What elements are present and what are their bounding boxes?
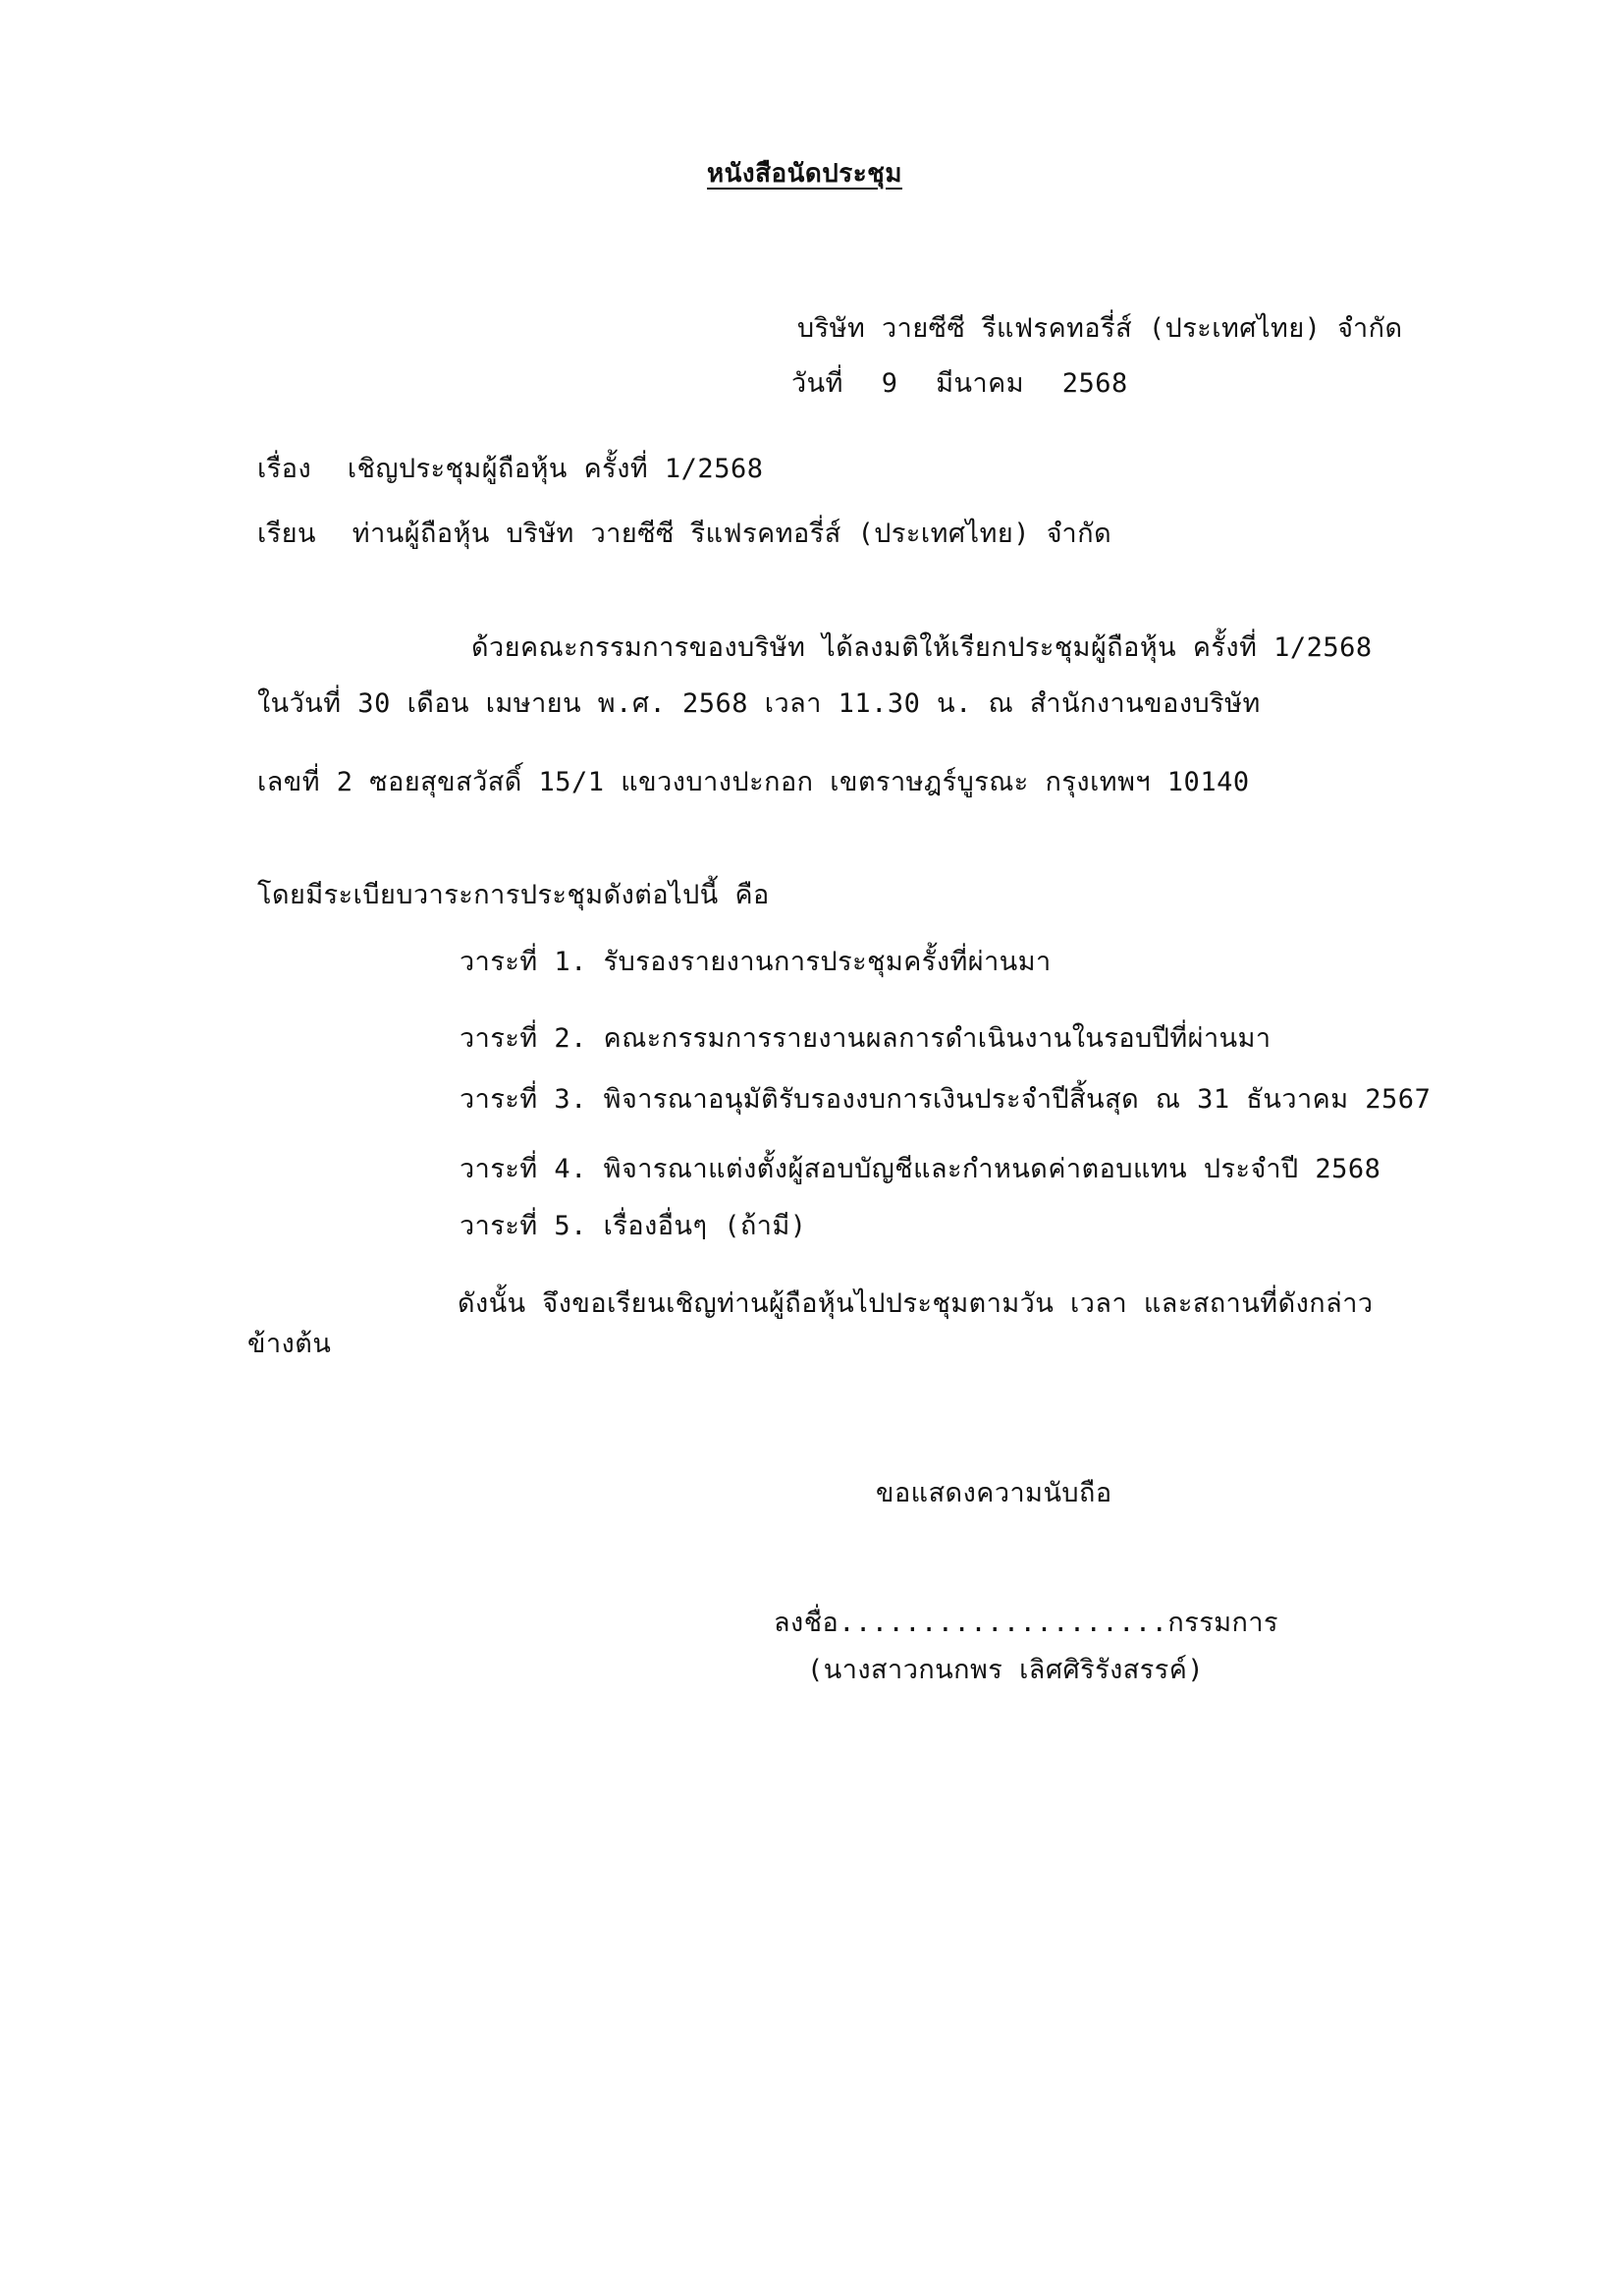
signatory-name: (นางสาวกนกพร เลิศศิริรังสรรค์) [807, 1655, 1205, 1685]
subject-line [257, 453, 763, 486]
recipient-label: เรียน [257, 519, 317, 549]
closing-line-2: ข้างต้น [247, 1329, 332, 1359]
subject-text: เชิญประชุมผู้ถือหุ้น ครั้งที่ 1/2568 [347, 454, 764, 484]
subject-label: เรื่อง [257, 454, 312, 484]
recipient-line [257, 518, 1111, 551]
agenda-item: วาระที่ 3. พิจารณาอนุมัติรับรองงบการเงินประจำปีสิ้นสุด ณ 31 ธันวาคม 2567 [460, 1084, 1432, 1115]
date-day: 9 [881, 368, 898, 399]
agenda-item: วาระที่ 4. พิจารณาแต่งตั้งผู้สอบบัญชีและกำหนดค่าตอบแทน ประจำปี 2568 [460, 1154, 1381, 1184]
recipient-text: ท่านผู้ถือหุ้น บริษัท วายซีซี รีแฟรคทอรี่ส์ (ประเทศไทย) จำกัด [352, 519, 1112, 549]
regards: ขอแสดงความนับถือ [876, 1478, 1112, 1508]
company-name: บริษัท วายซีซี รีแฟรคทอรี่ส์ (ประเทศไทย) จำกัด [797, 313, 1403, 344]
body-paragraph-line-2: ในวันที่ 30 เดือน เมษายน พ.ศ. 2568 เวลา 11.30 น. ณ สำนักงานของบริษัท [257, 688, 1261, 719]
body-paragraph-line-3: เลขที่ 2 ซอยสุขสวัสดิ์ 15/1 แขวงบางปะกอก เขตราษฎร์บูรณะ กรุงเทพฯ 10140 [257, 767, 1250, 797]
agenda-item: วาระที่ 1. รับรองรายงานการประชุมครั้งที่ผ่านมา [460, 947, 1052, 977]
document-date [791, 367, 1150, 401]
document-title: หนังสือนัดประชุม [707, 159, 902, 189]
closing-line-1: ดังนั้น จึงขอเรียนเชิญท่านผู้ถือหุ้นไปประชุมตามวัน เวลา และสถานที่ดังกล่าว [458, 1288, 1374, 1319]
agenda-item: วาระที่ 5. เรื่องอื่นๆ (ถ้ามี) [460, 1211, 807, 1241]
agenda-intro: โดยมีระเบียบวาระการประชุมดังต่อไปนี้ คือ [257, 880, 770, 910]
date-label: วันที่ [791, 368, 843, 399]
body-paragraph-line-1: ด้วยคณะกรรมการของบริษัท ได้ลงมติให้เรียกประชุมผู้ถือหุ้น ครั้งที่ 1/2568 [471, 632, 1373, 663]
agenda-item: วาระที่ 2. คณะกรรมการรายงานผลการดำเนินงานในรอบปีที่ผ่านมา [460, 1023, 1272, 1054]
date-year: 2568 [1061, 368, 1128, 399]
date-month: มีนาคม [936, 368, 1024, 399]
signature-line: ลงชื่อ....................กรรมการ [774, 1608, 1279, 1638]
